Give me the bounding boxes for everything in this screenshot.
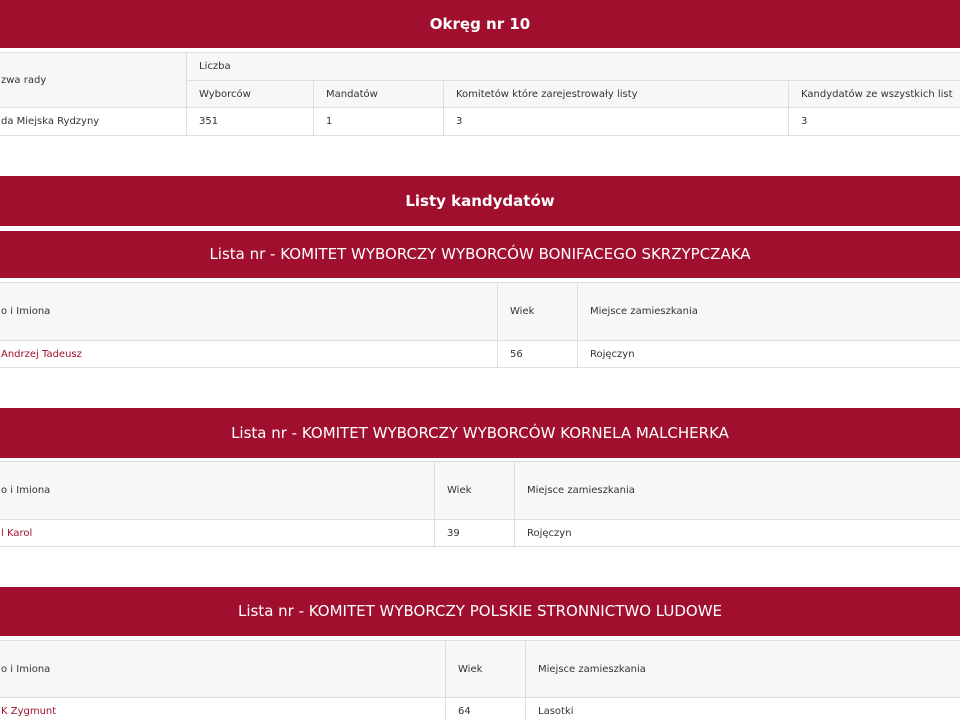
candidate-name-link[interactable]: Andrzej Tadeusz [0,341,498,368]
candidate-table [0,461,960,547]
district-title-banner [0,0,960,48]
voters-cell: 351 [187,108,314,136]
list-banner [0,408,960,458]
age-header: Wiek [446,641,526,698]
mandates-header: Mandatów [314,81,444,108]
candidate-residence: Rojęczyn [578,341,960,368]
district-info-table [0,52,960,136]
table-row [0,108,960,136]
name-header: o i Imiona [0,462,435,520]
candidate-table [0,282,960,368]
residence-header: Miejsce zamieszkania [578,283,960,341]
candidate-age: 56 [498,341,578,368]
candidate-age: 39 [435,520,515,547]
list-title: Lista nr - KOMITET WYBORCZY WYBORCÓW KORNELA MALCHERKA [231,424,729,442]
candidate-table [0,640,960,720]
name-header: o i Imiona [0,641,446,698]
residence-header: Miejsce zamieszkania [526,641,960,698]
candidate-lists-banner [0,176,960,226]
list-banner [0,231,960,278]
list-title: Lista nr - KOMITET WYBORCZY POLSKIE STRONNICTWO LUDOWE [237,602,723,620]
council-name-header: zwa rady [0,53,187,108]
residence-header: Miejsce zamieszkania [515,462,960,520]
candidates-cell: 3 [789,108,960,136]
committees-header: Komitetów które zarejestrowały listy [444,81,789,108]
candidate-name-link[interactable]: K Zygmunt [0,698,446,720]
list-banner [0,587,960,636]
candidate-name-link[interactable]: l Karol [0,520,435,547]
candidate-age: 64 [446,698,526,720]
candidates-header: Kandydatów ze wszystkich list [789,81,960,108]
table-row [0,520,960,547]
mandates-cell: 1 [314,108,444,136]
table-row [0,341,960,368]
list-title: Lista nr - KOMITET WYBORCZY WYBORCÓW BONIFACEGO SKRZYPCZAKA [209,245,751,263]
voters-header: Wyborców [187,81,314,108]
council-name-cell: da Miejska Rydzyny [0,108,187,136]
name-header: o i Imiona [0,283,498,341]
count-group-header: Liczba [187,53,960,81]
candidate-residence: Lasotki [526,698,960,720]
candidate-residence: Rojęczyn [515,520,960,547]
committees-cell: 3 [444,108,789,136]
district-title: Okręg nr 10 [429,15,531,33]
age-header: Wiek [498,283,578,341]
age-header: Wiek [435,462,515,520]
candidate-lists-title: Listy kandydatów [405,192,555,210]
table-row [0,698,960,720]
